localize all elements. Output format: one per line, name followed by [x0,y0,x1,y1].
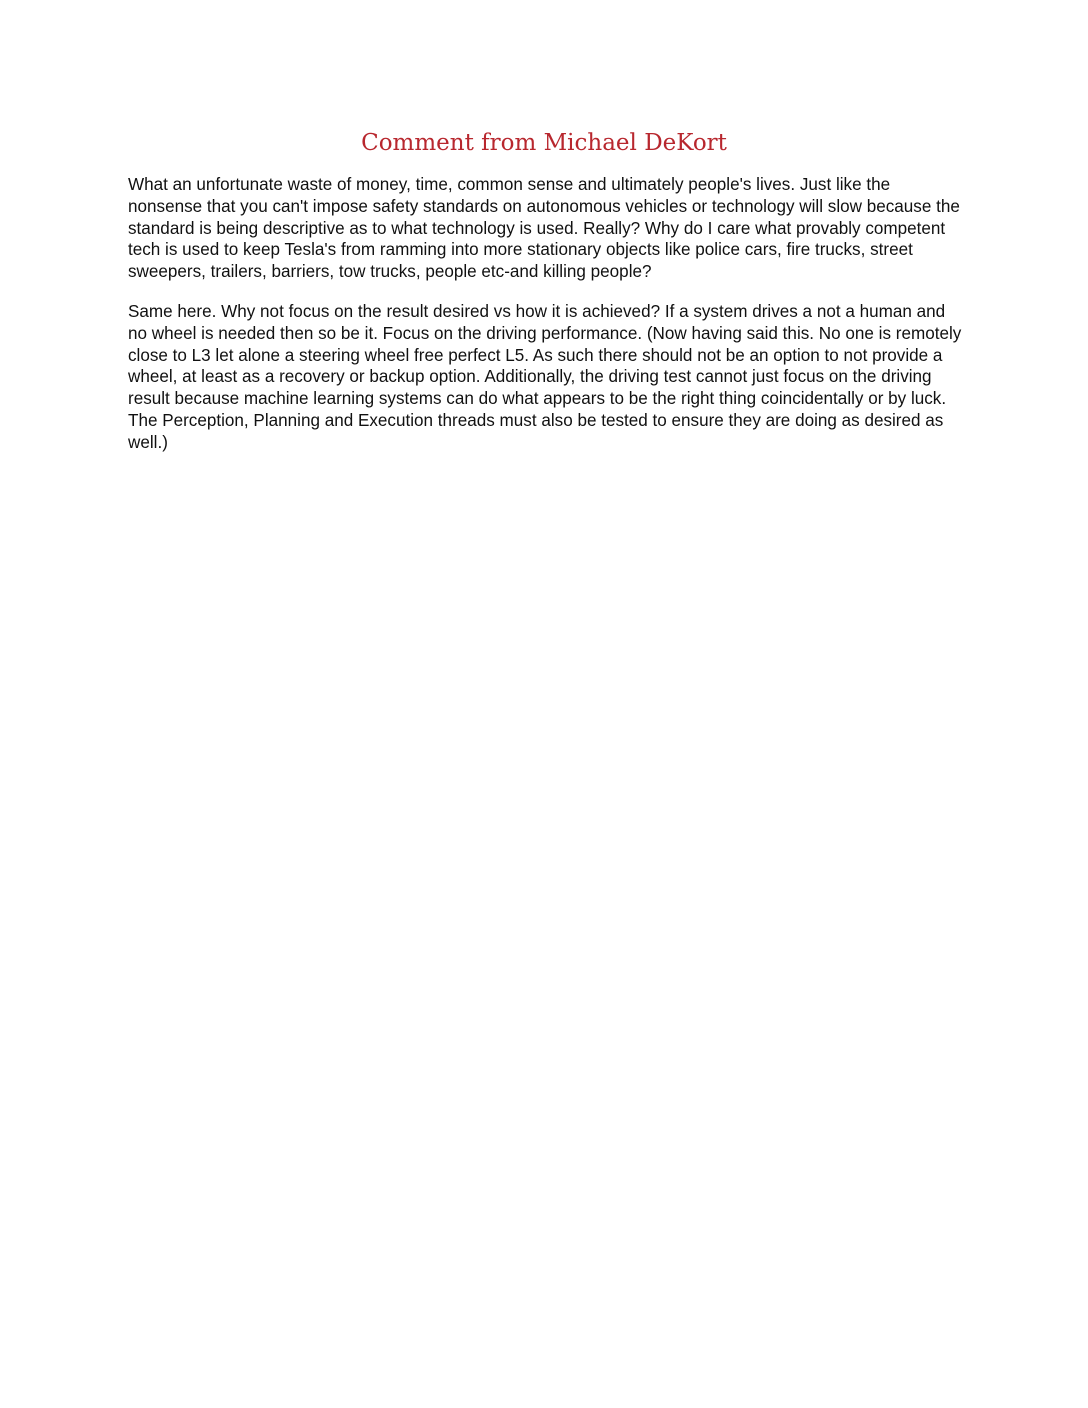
document-title: Comment from Michael DeKort [361,130,727,156]
comment-paragraph-2: Same here. Why not focus on the result desired vs how it is achieved? If a system drives a not a human and no wheel is needed then so be it. Focus on the driving performance. (Now having said this. No one is remotely close to L3 let alone a steering wheel free perfect L5. As such there should not be an option to not provide a wheel, at least as a recovery or backup option. Additionally, the driving test cannot just focus on the driving result because machine learning systems can do what appears to be the right thing coincidentally or by luck. The Perception, Planning and Execution threads must also be tested to ensure they are doing as desired as well.) [128,302,962,452]
comment-paragraph-1: What an unfortunate waste of money, time, common sense and ultimately people's lives. Just like the nonsense that you can't impose safety standards on autonomous vehicles or technology will slow because the standard is being descriptive as to what technology is used. Really? Why do I care what provably competent tech is used to keep Tesla's from ramming into more stationary objects like police cars, fire trucks, street sweepers, trailers, barriers, tow trucks, people etc-and killing people? [128,175,960,282]
